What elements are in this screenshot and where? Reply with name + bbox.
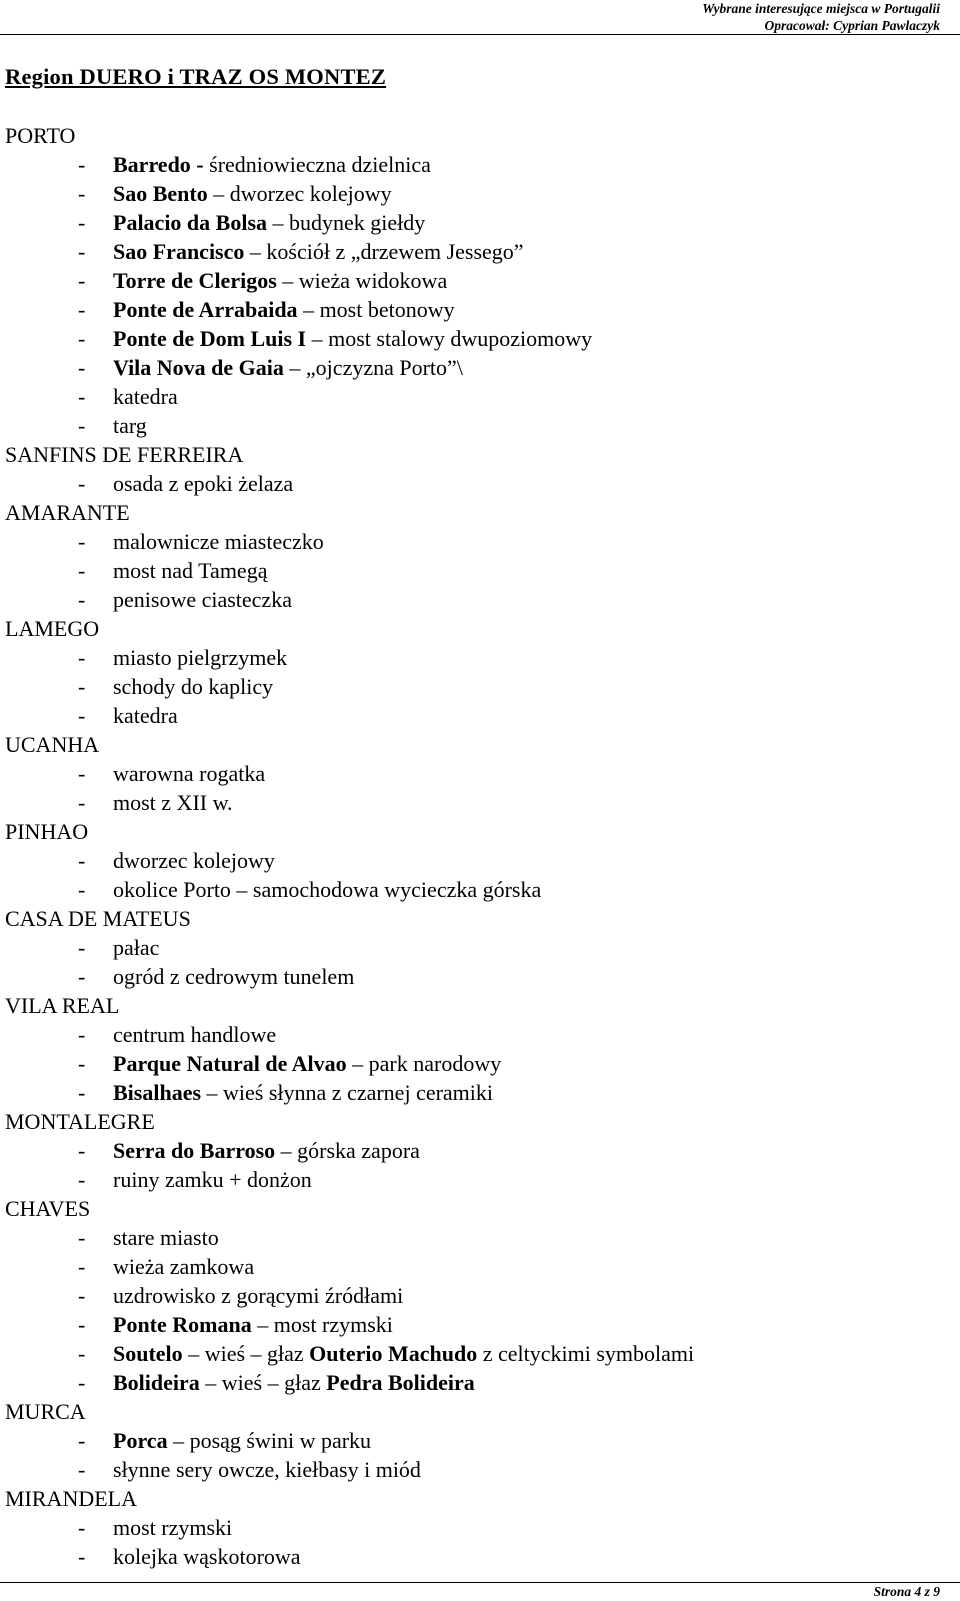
list-item (5, 295, 945, 324)
city-heading: CASA DE MATEUS (5, 906, 191, 931)
place-description: – most stalowy dwupoziomowy (306, 326, 593, 351)
place-name: Vila Nova de Gaia (113, 355, 284, 380)
place-description: z celtyckimi symbolami (477, 1341, 695, 1366)
place-name: Sao Francisco (113, 239, 245, 264)
list-dash: - (78, 1370, 86, 1395)
list-item (5, 933, 945, 962)
list-item (5, 411, 945, 440)
list-dash: - (78, 210, 86, 235)
list-item (5, 382, 945, 411)
place-description: katedra (113, 384, 178, 409)
list-item (5, 237, 945, 266)
place-name: Palacio da Bolsa (113, 210, 268, 235)
list-item (5, 759, 945, 788)
list-dash: - (78, 471, 86, 496)
list-dash: - (78, 1167, 86, 1192)
place-description: – „ojczyzna Porto”\ (283, 355, 463, 380)
city-heading: MURCA (5, 1399, 86, 1424)
place-description: – wieża widokowa (276, 268, 448, 293)
list-dash: - (78, 645, 86, 670)
place-name: Sao Bento (113, 181, 208, 206)
place-name: Bisalhaes (113, 1080, 202, 1105)
list-dash: - (78, 1283, 86, 1308)
list-item (5, 527, 945, 556)
place-description: – kościół z „drzewem Jessego” (244, 239, 524, 264)
list-item (5, 585, 945, 614)
list-dash: - (78, 587, 86, 612)
places-list (5, 121, 945, 1571)
list-item (5, 1078, 945, 1107)
list-dash: - (78, 239, 86, 264)
list-dash: - (78, 1457, 86, 1482)
place-description: – wieś – głaz (199, 1370, 327, 1395)
list-dash: - (78, 1138, 86, 1163)
list-item (5, 643, 945, 672)
list-dash: - (78, 326, 86, 351)
place-description: okolice Porto – samochodowa wycieczka górska (113, 877, 542, 902)
list-dash: - (78, 1022, 86, 1047)
place-name: Ponte de Dom Luis I (113, 326, 307, 351)
place-name: Outerio Machudo (309, 1341, 478, 1366)
list-dash: - (78, 761, 86, 786)
page-number: Strona 4 z 9 (873, 1584, 940, 1599)
place-description: penisowe ciasteczka (113, 587, 292, 612)
list-dash: - (78, 1341, 86, 1366)
place-description: – park narodowy (346, 1051, 502, 1076)
list-dash: - (78, 268, 86, 293)
list-dash: - (78, 964, 86, 989)
place-description: osada z epoki żelaza (113, 471, 294, 496)
list-dash: - (78, 703, 86, 728)
place-name: Pedra Bolideira (326, 1370, 475, 1395)
place-description: średniowieczna dzielnica (209, 152, 431, 177)
place-description: kolejka wąskotorowa (113, 1544, 301, 1569)
footer-divider (0, 1582, 960, 1583)
place-description: most rzymski (113, 1515, 233, 1540)
list-dash: - (78, 1080, 86, 1105)
list-item (5, 208, 945, 237)
place-description: ogród z cedrowym tunelem (113, 964, 355, 989)
list-item (5, 1165, 945, 1194)
city-heading: CHAVES (5, 1196, 91, 1221)
place-name: Serra do Barroso (113, 1138, 276, 1163)
list-item (5, 179, 945, 208)
list-dash: - (78, 558, 86, 583)
place-description: dworzec kolejowy (113, 848, 275, 873)
list-item (5, 1542, 945, 1571)
place-name: Parque Natural de Alvao (113, 1051, 347, 1076)
place-description: centrum handlowe (113, 1022, 277, 1047)
list-dash: - (78, 529, 86, 554)
place-name: Barredo - (113, 152, 210, 177)
place-name: Soutelo (113, 1341, 183, 1366)
list-item (5, 469, 945, 498)
place-description: most z XII w. (113, 790, 233, 815)
place-description: katedra (113, 703, 178, 728)
list-dash: - (78, 1544, 86, 1569)
list-item (5, 788, 945, 817)
place-description: malownicze miasteczko (113, 529, 324, 554)
list-dash: - (78, 1515, 86, 1540)
list-dash: - (78, 790, 86, 815)
list-dash: - (78, 1051, 86, 1076)
list-item (5, 1049, 945, 1078)
header-document-title: Wybrane interesujące miejsca w Portugalii (702, 1, 940, 16)
place-description: stare miasto (113, 1225, 219, 1250)
city-heading: PINHAO (5, 819, 89, 844)
page-header (702, 0, 940, 34)
list-dash: - (78, 848, 86, 873)
list-item (5, 1513, 945, 1542)
place-description: – most rzymski (251, 1312, 393, 1337)
list-dash: - (78, 181, 86, 206)
list-dash: - (78, 1428, 86, 1453)
list-item (5, 846, 945, 875)
list-dash: - (78, 355, 86, 380)
list-item (5, 150, 945, 179)
list-item (5, 1136, 945, 1165)
list-dash: - (78, 413, 86, 438)
place-description: wieża zamkowa (113, 1254, 255, 1279)
list-item (5, 556, 945, 585)
list-dash: - (78, 152, 86, 177)
header-divider (0, 34, 960, 35)
list-item (5, 1368, 945, 1397)
place-description: targ (113, 413, 147, 438)
place-description: – budynek giełdy (267, 210, 426, 235)
list-dash: - (78, 1225, 86, 1250)
list-item (5, 1426, 945, 1455)
list-item (5, 672, 945, 701)
list-item (5, 1020, 945, 1049)
place-description: – most betonowy (297, 297, 455, 322)
place-description: – wieś – głaz (182, 1341, 310, 1366)
list-item (5, 875, 945, 904)
list-item (5, 266, 945, 295)
place-description: most nad Tamegą (113, 558, 268, 583)
list-item (5, 353, 945, 382)
place-description: schody do kaplicy (113, 674, 274, 699)
list-dash: - (78, 297, 86, 322)
place-description: – wieś słynna z czarnej ceramiki (201, 1080, 494, 1105)
place-name: Ponte Romana (113, 1312, 252, 1337)
place-description: ruiny zamku + donżon (113, 1167, 312, 1192)
list-item (5, 962, 945, 991)
region-title: Region DUERO i TRAZ OS MONTEZ (5, 64, 387, 89)
list-item (5, 1455, 945, 1484)
list-item (5, 1310, 945, 1339)
place-name: Bolideira (113, 1370, 200, 1395)
place-name: Porca (113, 1428, 168, 1453)
list-item (5, 1281, 945, 1310)
list-dash: - (78, 935, 86, 960)
place-description: warowna rogatka (113, 761, 266, 786)
place-description: uzdrowisko z gorącymi źródłami (113, 1283, 404, 1308)
place-description: – dworzec kolejowy (207, 181, 392, 206)
list-item (5, 324, 945, 353)
list-item (5, 1223, 945, 1252)
city-heading: AMARANTE (5, 500, 130, 525)
list-dash: - (78, 1312, 86, 1337)
list-item (5, 701, 945, 730)
list-dash: - (78, 384, 86, 409)
city-heading: MIRANDELA (5, 1486, 137, 1511)
header-author: Opracował: Cyprian Pawlaczyk (764, 18, 940, 33)
city-heading: LAMEGO (5, 616, 100, 641)
city-heading: SANFINS DE FERREIRA (5, 442, 244, 467)
city-heading: PORTO (5, 123, 76, 148)
place-description: słynne sery owcze, kiełbasy i miód (113, 1457, 421, 1482)
place-description: – górska zapora (275, 1138, 420, 1163)
list-item (5, 1252, 945, 1281)
place-description: miasto pielgrzymek (113, 645, 288, 670)
list-dash: - (78, 877, 86, 902)
place-description: pałac (113, 935, 160, 960)
list-dash: - (78, 674, 86, 699)
city-heading: VILA REAL (5, 993, 120, 1018)
list-item (5, 1339, 945, 1368)
list-dash: - (78, 1254, 86, 1279)
city-heading: MONTALEGRE (5, 1109, 155, 1134)
city-heading: UCANHA (5, 732, 100, 757)
place-name: Ponte de Arrabaida (113, 297, 298, 322)
place-description: – posąg świni w parku (167, 1428, 372, 1453)
place-name: Torre de Clerigos (113, 268, 277, 293)
